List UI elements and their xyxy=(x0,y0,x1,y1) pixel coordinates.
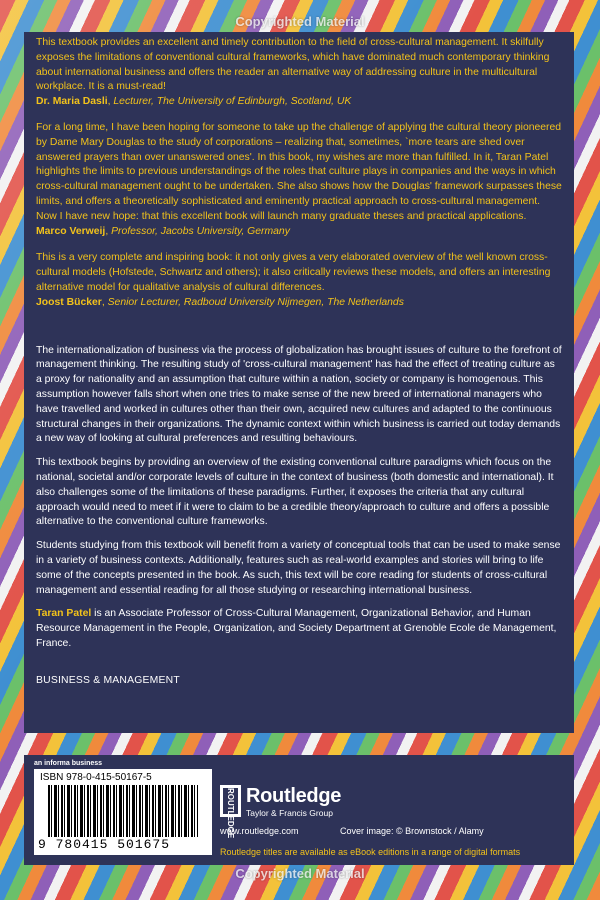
review-quote xyxy=(36,251,562,310)
publisher-url: www.routledge.com xyxy=(220,826,299,836)
author-bio xyxy=(36,607,562,651)
quote-text: This textbook provides an excellent and timely contribution to the field of cross-cultural management. It skilfully exposes the limitations of conventional cultural frameworks, which have dominated much contemporary thinking about international business and offers the reader an alternative way of addressing culture in the multicultural workplace. It is a must-read! xyxy=(36,37,550,93)
routledge-logo-icon xyxy=(220,785,241,839)
isbn-number: ISBN 978-0-415-50167-5 xyxy=(40,772,152,783)
barcode-digits: 9 780415 501675 xyxy=(38,837,171,852)
logo-text: ROUTLEDGE xyxy=(223,788,238,814)
author-bio-text: is an Associate Professor of Cross-Cultural Management, Organizational Behavior, and Human Resource Management in the People, Organization, and Society Department at Grenoble Ecole de Management, France. xyxy=(36,608,557,649)
reviewer-name: Dr. Maria Dasli xyxy=(36,96,108,108)
quote-text: This is a very complete and inspiring book: it not only gives a very elaborated overview of the well known cross-cultural models (Hofstede, Schwartz and others); it also critically reviews these models, and offers an interesting alternative model for qualitative analysis of cultural differences. xyxy=(36,252,551,293)
publisher-name: Routledge xyxy=(246,785,342,807)
isbn-barcode xyxy=(34,769,212,855)
back-cover-text-panel xyxy=(24,32,574,733)
publisher-footer xyxy=(24,755,574,865)
reviewer-role: Professor, Jacobs University, Germany xyxy=(111,225,290,237)
reviewer-role: Senior Lecturer, Radboud University Nijmegen, The Netherlands xyxy=(107,296,404,308)
quote-attribution: Joost Bücker, Senior Lecturer, Radboud University Nijmegen, The Netherlands xyxy=(36,296,404,308)
reviewer-role: Lecturer, The University of Edinburgh, Scotland, UK xyxy=(113,96,352,108)
watermark-bottom: Copyrighted Material xyxy=(235,866,365,881)
publisher-group: Taylor & Francis Group xyxy=(246,808,333,818)
review-quote xyxy=(36,36,562,110)
subject-category: BUSINESS & MANAGEMENT xyxy=(36,674,180,686)
description-paragraph: Students studying from this textbook will benefit from a variety of conceptual tools that can be used to make sense in a variety of business contexts. Additionally, features such as real-world examples and stories will bring to life some of the concepts presented in the book. As such, this text will be core reading for students of cross-cultural management and essential reading for all those studying or researching international business. xyxy=(36,540,561,596)
informa-label: an informa business xyxy=(34,760,103,767)
barcode-icon xyxy=(48,785,198,837)
quote-attribution: Marco Verweij, Professor, Jacobs University, Germany xyxy=(36,225,290,237)
watermark-top: Copyrighted Material xyxy=(235,14,365,29)
review-quote xyxy=(36,121,562,239)
reviewer-name: Joost Bücker xyxy=(36,296,102,308)
cover-credit: Cover image: © Brownstock / Alamy xyxy=(340,826,484,836)
reviewer-name: Marco Verweij xyxy=(36,225,106,237)
description-paragraph: This textbook begins by providing an overview of the existing conventional culture paradigms which focus on the national, societal and/or corporate levels of culture in the context of business (both domestic and international). It also challenges some of the limitations of these paradigms. Further, it exposes the criteria that any cultural approach would need to meet if it were to claim to be a credible theory/approach to culture and offers a possible alternative to the conventional culture frameworks. xyxy=(36,457,554,528)
quote-text: For a long time, I have been hoping for someone to take up the challenge of applying the cultural theory pioneered by Dame Mary Douglas to the study of corporations – realizing that, sometimes, `more tears are shed over answered prayers than over unanswered ones'. In this book, my wishes are more than fulfilled. In it, Taran Patel highlights the limits to previous understandings of the roles that culture plays in companies and the ways in which cross-cultural management ought to be undertaken. She also shows how the Douglas' framework surpasses these limits, and offers a theoretically sophisticated and eminently practical approach to cross-cultural management. Now I have new hope: that this excellent book will launch many graduate theses and practical applications. xyxy=(36,121,562,222)
ebook-note: Routledge titles are available as eBook editions in a range of digital formats xyxy=(220,847,521,857)
author-name: Taran Patel xyxy=(36,608,92,620)
description-paragraph: The internationalization of business via the process of globalization has brought issues of culture to the forefront of management thinking. The resulting study of 'cross-cultural management' has had the effect of treating culture as a proxy for nationality and an assumption that culture within a nation, society or company is homogenous. This assumption however falls short when one tries to make sense of the new breed of international managers who have travelled and worked in cultures other than their own, acquired new cultures and adapted to the continuous structural changes in their organizations. The dynamic context within which business is carried out today demands a new way of looking at cultural preferences and resulting behaviours. xyxy=(36,344,562,445)
quote-attribution: Dr. Maria Dasli, Lecturer, The University of Edinburgh, Scotland, UK xyxy=(36,96,352,108)
